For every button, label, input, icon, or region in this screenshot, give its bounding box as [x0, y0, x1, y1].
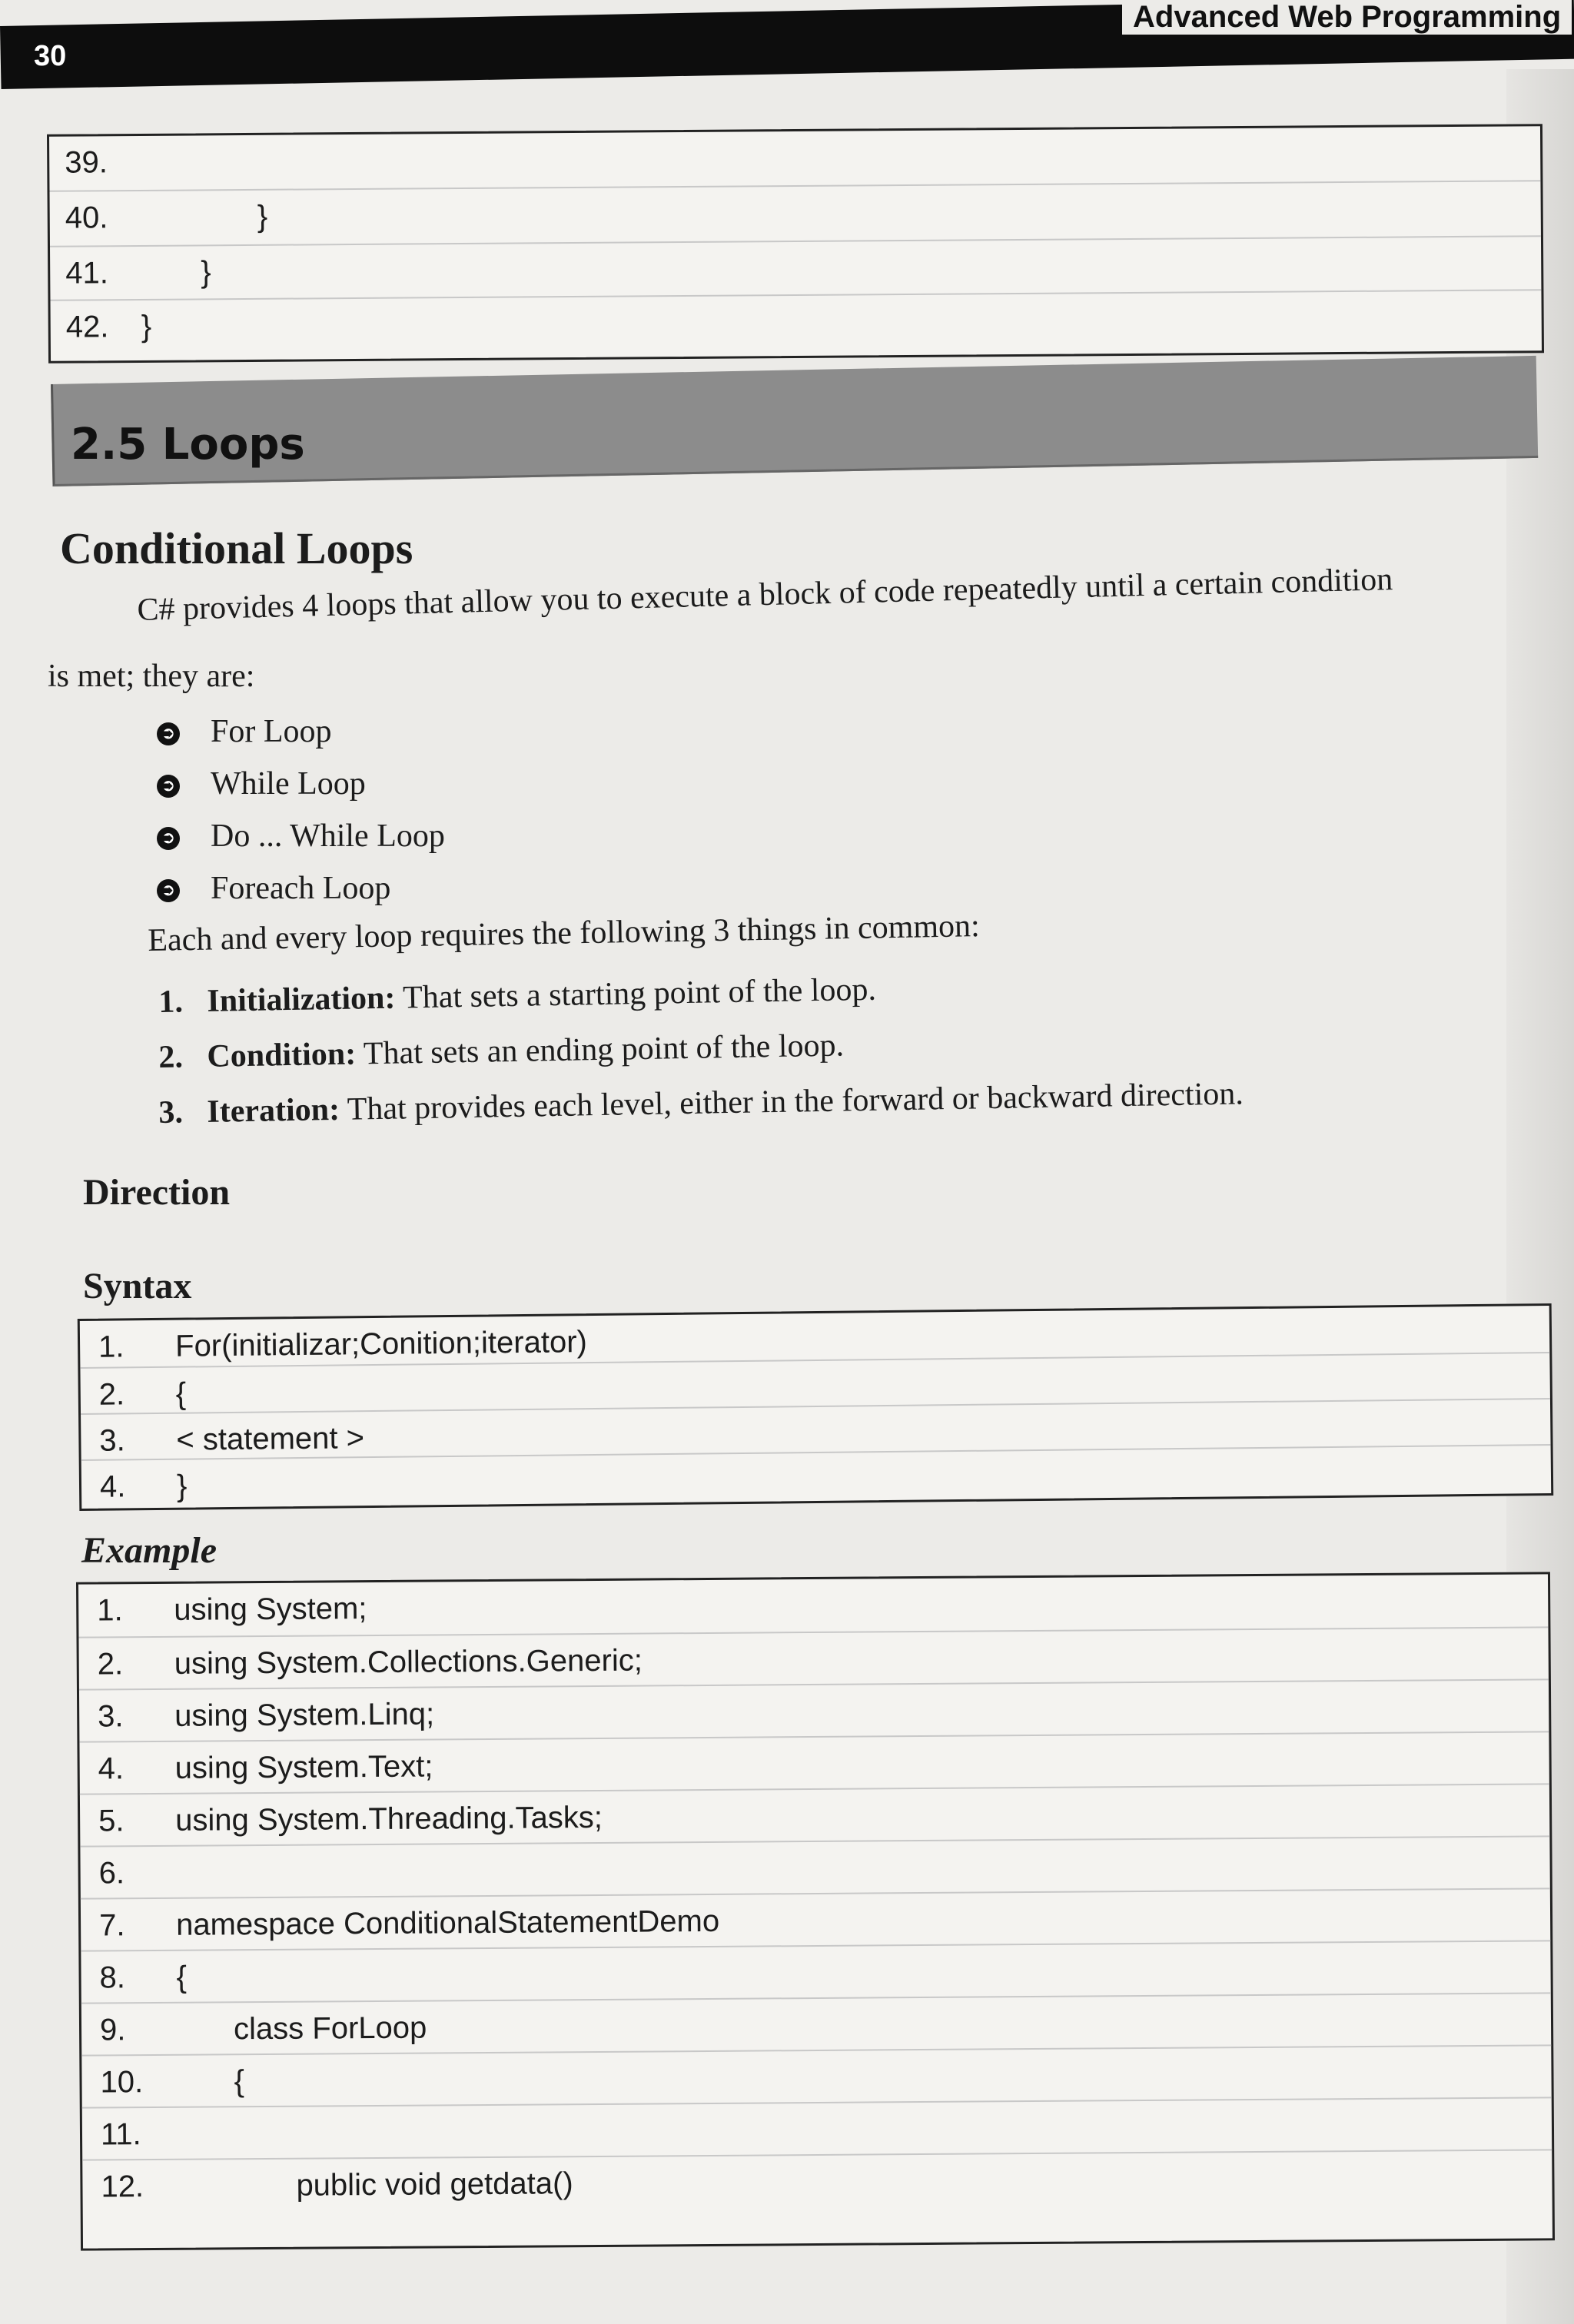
requirement-item: 2. Condition: That sets an ending point of the loop. — [158, 1028, 845, 1075]
line-number: 11. — [100, 2117, 141, 2152]
line-number: 4. — [98, 1751, 125, 1786]
direction-heading: Direction — [83, 1172, 231, 1213]
line-number: 40. — [65, 201, 108, 235]
code-text: public void getdata() — [296, 2166, 573, 2203]
line-number: 3. — [98, 1699, 124, 1734]
code-text: namespace ConditionalStatementDemo — [175, 1904, 720, 1942]
code-text: class ForLoop — [233, 2010, 427, 2047]
common-intro: Each and every loop requires the following 3 things in common: — [148, 908, 981, 958]
requirement-item: 1. Initialization: That sets a starting point of the loop. — [158, 971, 877, 1020]
line-number: 2. — [98, 1377, 125, 1412]
loop-list-item: ➲ For Loop — [157, 713, 332, 750]
code-text: { — [175, 1376, 187, 1411]
line-number: 39. — [65, 145, 108, 180]
intro-line-1: C# provides 4 loops that allow you to execute a block of code repeatedly until a certain condition — [137, 562, 1393, 628]
code-text: < statement > — [176, 1421, 365, 1457]
code-text: using System; — [174, 1592, 367, 1627]
line-number: 6. — [98, 1856, 125, 1891]
code-box-example — [76, 1572, 1555, 2250]
arrow-bullet-icon: ➲ — [157, 879, 180, 902]
line-number: 10. — [100, 2065, 144, 2100]
line-number: 7. — [98, 1908, 125, 1943]
code-line — [49, 180, 1540, 243]
running-title: Advanced Web Programming — [1122, 0, 1572, 35]
loop-list-item: ➲ Do ... While Loop — [157, 818, 445, 855]
line-number: 12. — [101, 2170, 144, 2204]
line-number: 42. — [65, 310, 109, 344]
code-line — [82, 2149, 1552, 2211]
code-box-continuation — [47, 124, 1544, 364]
line-number: 4. — [99, 1469, 126, 1504]
code-text: { — [176, 1960, 188, 1994]
line-number: 41. — [65, 256, 109, 290]
line-number: 9. — [99, 2013, 126, 2047]
page-number: 30 — [34, 40, 67, 72]
line-number: 3. — [99, 1423, 125, 1458]
requirement-item: 3. Iteration: That provides each level, either in the forward or backward direction. — [158, 1076, 1244, 1130]
loop-list-item: ➲ While Loop — [157, 765, 366, 802]
code-line — [50, 235, 1541, 298]
code-text: using System.Collections.Generic; — [174, 1643, 643, 1681]
code-text: { — [234, 2064, 245, 2099]
section-title: 2.5 Loops — [71, 420, 305, 470]
arrow-bullet-icon: ➲ — [157, 827, 180, 850]
arrow-bullet-icon: ➲ — [157, 775, 180, 798]
line-number: 5. — [98, 1804, 125, 1838]
code-text: } — [201, 255, 211, 290]
code-text: For(initializar;Conition;iterator) — [174, 1325, 588, 1363]
code-text: using System.Threading.Tasks; — [175, 1800, 603, 1838]
line-number: 1. — [97, 1593, 123, 1628]
line-number: 1. — [98, 1330, 125, 1364]
line-number: 8. — [99, 1960, 126, 1995]
code-text: using System.Text; — [174, 1749, 433, 1785]
subheading-conditional-loops: Conditional Loops — [60, 523, 413, 573]
intro-line-2: is met; they are: — [48, 659, 255, 694]
arrow-bullet-icon: ➲ — [157, 722, 180, 745]
code-text: } — [176, 1469, 188, 1503]
code-line — [49, 126, 1540, 188]
code-box-syntax — [78, 1303, 1554, 1511]
loop-list-item: ➲ Foreach Loop — [157, 870, 390, 907]
syntax-heading: Syntax — [83, 1266, 192, 1306]
code-text: } — [141, 309, 152, 344]
code-line — [50, 289, 1541, 352]
example-heading: Example — [81, 1530, 217, 1571]
code-line — [78, 1574, 1548, 1635]
code-text: using System.Linq; — [174, 1697, 435, 1733]
code-text: } — [257, 199, 268, 234]
line-number: 2. — [97, 1647, 124, 1682]
